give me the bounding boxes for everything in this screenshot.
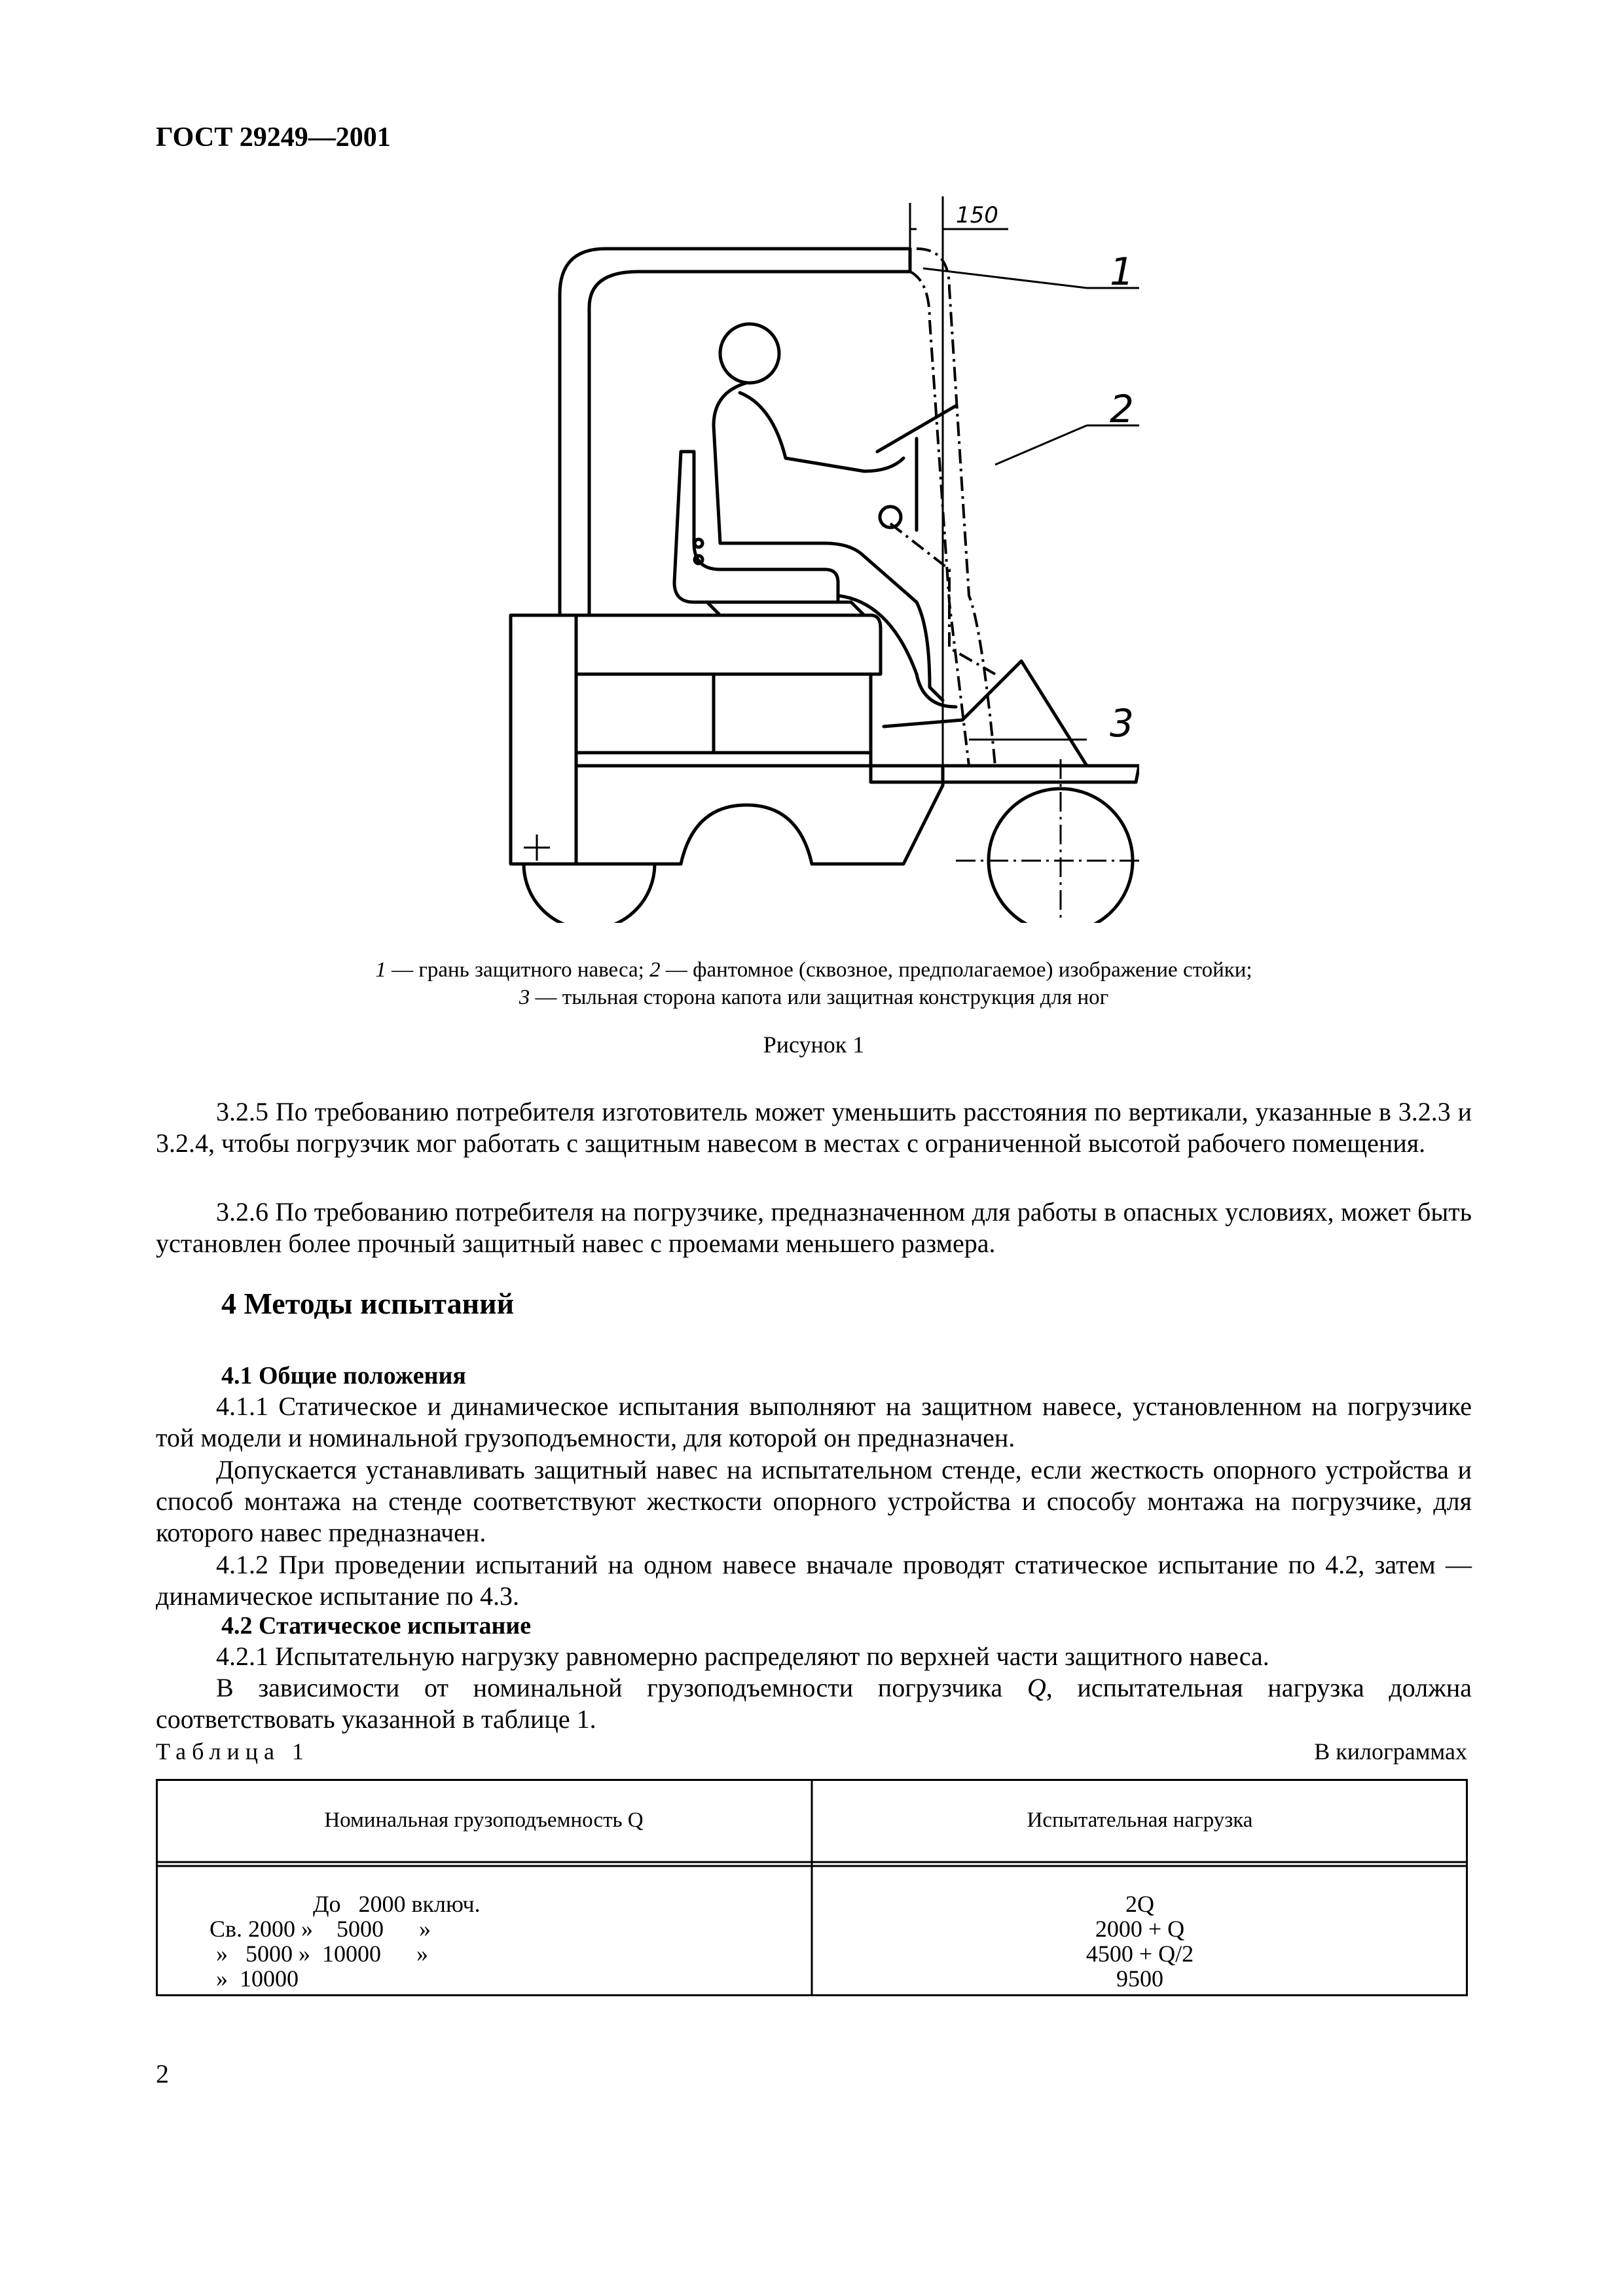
dimension-label: 150 [956,202,998,228]
table-units: В килограммах [1314,1738,1467,1765]
callout-3: 3 [1110,701,1134,745]
figure-caption-line-1: 1 — грань защитного навеса; 2 — фантомное (сквозное, предполагаемое) изображение стойки; [375,958,1252,982]
callout-1: 1 [1110,249,1134,294]
paragraph-4-1-2: 4.1.2 При проведении испытаний на одном навесе вначале проводят статическое испытание по 4.2, затем — динамическое испытание по 4.3. [156,1550,1472,1611]
table-row-load: 2000 + Q [1095,1916,1185,1942]
engine-hood [576,615,881,674]
operator-head [720,324,779,383]
paragraph-4-2-1: 4.2.1 Испытательную нагрузку равномерно распределяют по верхней части защитного навеса. [216,1641,1269,1671]
table-1 [156,1779,1468,1996]
subsection-4-2: 4.2 Статическое испытание [221,1612,532,1640]
callout-2: 2 [1110,387,1134,431]
table-row-load: 9500 [1116,1965,1163,1992]
paragraph-4-2-1b: В зависимости от номинальной грузоподъемности погрузчика Q, испытательная нагрузка должна соответствовать указанной в таблице 1. [156,1673,1472,1734]
section-title: 4 Методы испытаний [221,1287,515,1320]
figure-title: Рисунок 1 [763,1031,865,1058]
paragraph-3-2-6: 3.2.6 По требованию потребителя на погрузчике, предназначенном для работы в опасных условиях, может быть установлен более прочный защитный навес с проемами меньшего размера. [156,1197,1472,1258]
floor-plate [871,766,1139,782]
paragraph-3-2-5: 3.2.5 По требованию потребителя изготовитель может уменьшить расстояния по вертикали, указанные в 3.2.3 и 3.2.4, чтобы погрузчик мог работать с защитным навесом в местах с ограниченной высотой рабочего помещения. [156,1097,1472,1158]
table-header-capacity: Номинальная грузоподъемность Q [324,1808,644,1832]
counterweight [511,615,576,864]
table-row-capacity: » 5000 » 10000 » [216,1941,428,1967]
table-row-capacity: » 10000 [216,1965,299,1992]
figure-caption-line-2: 3 — тыльная сторона капота или защитная конструкция для ног [519,986,1109,1009]
page-number: 2 [156,2059,169,2089]
seat [674,452,838,602]
paragraph-4-1-1b: Допускается устанавливать защитный навес на испытательном стенде, если жесткость опорного устройства и способ монтажа на стенде соответствуют жесткости опорного устройства и способу монтажа на погрузчике, для которого навес предназначен. [156,1455,1472,1547]
table-caption: Таблица 1 [156,1738,310,1765]
table-row-capacity: Св. 2000 » 5000 » [210,1916,431,1942]
subsection-4-1: 4.1 Общие положения [221,1362,466,1390]
forklift-figure [498,177,1139,923]
rear-wheel [524,864,655,923]
table-row-load: 2Q [1125,1891,1154,1917]
table-row-load: 4500 + Q/2 [1085,1941,1194,1967]
overhead-guard [560,249,910,615]
document-header: ГОСТ 29249—2001 [156,122,391,152]
paragraph-4-1-1: 4.1.1 Статическое и динамическое испытания выполняют на защитном навесе, установленном на погрузчике той модели и номинальной грузоподъемности, для которой он предназначен. [156,1391,1472,1452]
leader-2 [995,425,1087,465]
table-row-capacity: До 2000 включ. [313,1891,481,1917]
table-header-load: Испытательная нагрузка [1027,1808,1253,1832]
